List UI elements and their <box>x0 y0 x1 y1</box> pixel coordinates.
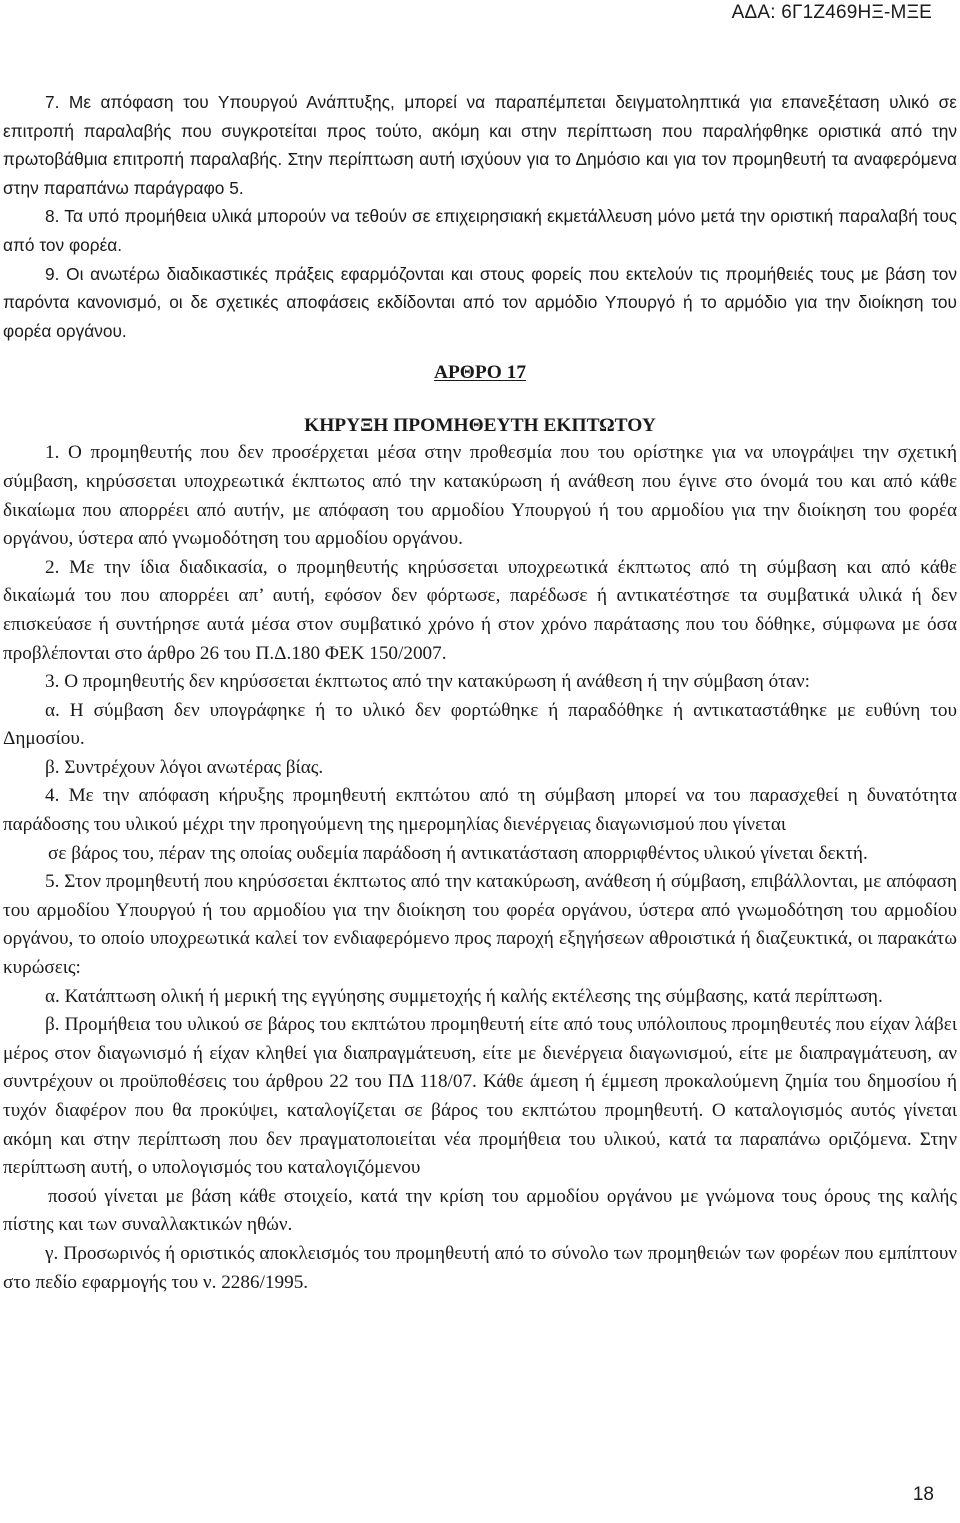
article-paragraph-2: 2. Με την ίδια διαδικασία, ο προμηθευτής κηρύσσεται υποχρεωτικά έκπτωτος από τη σύμβαση και από κάθε δικαίωμά του που απορρέει απ’ αυτή, εφόσον δεν φόρτωσε, παρέδωσε ή αντικατέστησε τα συμβατικά υλικά ή δεν επισκεύασε ή συντήρησε αυτά μέσα στον συμβατικό χρόνο ή στον χρόνο παράτασης που του δόθηκε, σύμφωνα με όσα προβλέπονται στο άρθρο 26 του Π.Δ.180 ΦΕΚ 150/2007. <box>3 556 957 664</box>
article-paragraph-3: 3. Ο προμηθευτής δεν κηρύσσεται έκπτωτος από την κατακύρωση ή ανάθεση ή την σύμβαση όταν: <box>45 671 810 693</box>
article-paragraph-5b: β. Προμήθεια του υλικού σε βάρος του εκπτώτου προμηθευτή είτε από τους υπόλοιπους προμηθευτές που είχαν λάβει μέρος στον διαγωνισμό ή είχαν κληθεί για διαπραγμάτευση, είτε με διενέργεια διαγωνισμού, είτε με διαπραγμάτευση, αν συντρέχουν οι προϋποθέσεις του άρθρου 22 του ΠΔ 118/07. Κάθε άμεση ή έμμεση προκαλούμενη ζημία του δημοσίου ή τυχόν διαφέρον που θα προκύψει, καταλογίζεται σε βάρος του εκπτώτου προμηθευτή. Ο καταλογισμός αυτός γίνεται ακόμη και στην περίπτωση που δεν πραγματοποιείται νέα προμήθεια του υλικού, κατά τα παραπάνω οριζόμενα. Στην περίπτωση αυτή, ο υπολογισμός του καταλογιζόμενου <box>3 1014 957 1179</box>
article-paragraph-5: 5. Στον προμηθευτή που κηρύσσεται έκπτωτος από την κατακύρωση, ανάθεση ή σύμβαση, επιβάλλονται, με απόφαση του αρμοδίου Υπουργού ή του αρμοδίου για την διοίκηση του φορέα οργάνου, ύστερα από γνωμοδότηση του αρμοδίου οργάνου, το οποίο υποχρεωτικά καλεί τον ενδιαφερόμενο προς παροχή εξηγήσεων αθροιστικά ή διαζευκτικά, οι παρακάτω κυρώσεις: <box>3 871 957 979</box>
paragraph-7: 7. Με απόφαση του Υπουργού Ανάπτυξης, μπορεί να παραπέμπεται δειγματοληπτικά για επανεξέταση υλικό σε επιτροπή παραλαβής που συγκροτείται προς τούτο, ακόμη και στην περίπτωση που παραλήφθηκε οριστικά από την πρωτοβάθμια επιτροπή παραλαβής. Στην περίπτωση αυτή ισχύουν για το Δημόσιο και για τον προμηθευτή τα αναφερόμενα στην παραπάνω παράγραφο 5. <box>3 92 957 198</box>
ada-code: ΑΔΑ: 6Γ1Ζ469ΗΞ-ΜΞΕ <box>731 2 932 23</box>
article-number <box>3 359 957 387</box>
article-paragraph-5b-continued: ποσού γίνεται με βάση κάθε στοιχείο, κατά την κρίση του αρμοδίου οργάνου με γνώμονα τους όρους της καλής πίστης και των συναλλακτικών ηθών. <box>3 1185 957 1236</box>
article-number-text: ΑΡΘΡΟ 17 <box>433 362 527 384</box>
page-number: 18 <box>912 1484 934 1505</box>
document-body <box>3 88 957 1297</box>
article-paragraph-4-continued: σε βάρος του, πέραν της οποίας ουδεμία παράδοση ή αντικατάσταση απορριφθέντος υλικού γίνεται δεκτή. <box>48 842 868 864</box>
article-paragraph-5c: γ. Προσωρινός ή οριστικός αποκλεισμός του προμηθευτή από το σύνολο των προμηθειών των φορέων που εμπίπτουν στο πεδίο εφαρμογής του ν. 2286/1995. <box>3 1242 957 1293</box>
article-title: ΚΗΡΥΞΗ ΠΡΟΜΗΘΕΥΤΗ ΕΚΠΤΩΤΟΥ <box>304 415 656 437</box>
article-paragraph-3b: β. Συντρέχουν λόγοι ανωτέρας βίας. <box>45 756 324 778</box>
article-paragraph-5a: α. Κατάπτωση ολική ή μερική της εγγύησης συμμετοχής ή καλής εκτέλεσης της σύμβασης, κατά περίπτωση. <box>45 985 883 1007</box>
paragraph-9: 9. Οι ανωτέρω διαδικαστικές πράξεις εφαρμόζονται και στους φορείς που εκτελούν τις προμήθειές τους με βάση τον παρόντα κανονισμό, οι δε σχετικές αποφάσεις εκδίδονται από τον αρμόδιο Υπουργό ή το αρμόδιο για την διοίκηση του φορέα οργάνου. <box>3 263 957 341</box>
article-paragraph-3a: α. Η σύμβαση δεν υπογράφηκε ή το υλικό δεν φορτώθηκε ή παραδόθηκε ή αντικαταστάθηκε με ευθύνη του Δημοσίου. <box>3 699 957 750</box>
article-paragraph-1: 1. Ο προμηθευτής που δεν προσέρχεται μέσα στην προθεσμία που του ορίστηκε για να υπογράψει την σχετική σύμβαση, κηρύσσεται υποχρεωτικά έκπτωτος από την κατακύρωση ή ανάθεση που έγινε στο όνομά του και από κάθε δικαίωμα που απορρέει από αυτήν, με απόφαση του αρμοδίου Υπουργού ή του αρμοδίου για την διοίκηση του φορέα οργάνου, ύστερα από γνωμοδότηση του αρμοδίου οργάνου. <box>3 442 957 550</box>
article-paragraph-4: 4. Με την απόφαση κήρυξης προμηθευτή εκπτώτου από τη σύμβαση μπορεί να του παρασχεθεί η δυνατότητα παράδοσης του υλικού μέχρι την προηγούμενη της ημερομηλίας διενέργειας διαγωνισμού που γίνεται <box>3 785 957 836</box>
paragraph-8: 8. Τα υπό προμήθεια υλικά μπορούν να τεθούν σε επιχειρησιακή εκμετάλλευση μόνο μετά την οριστική παραλαβή τους από τον φορέα. <box>3 206 957 255</box>
